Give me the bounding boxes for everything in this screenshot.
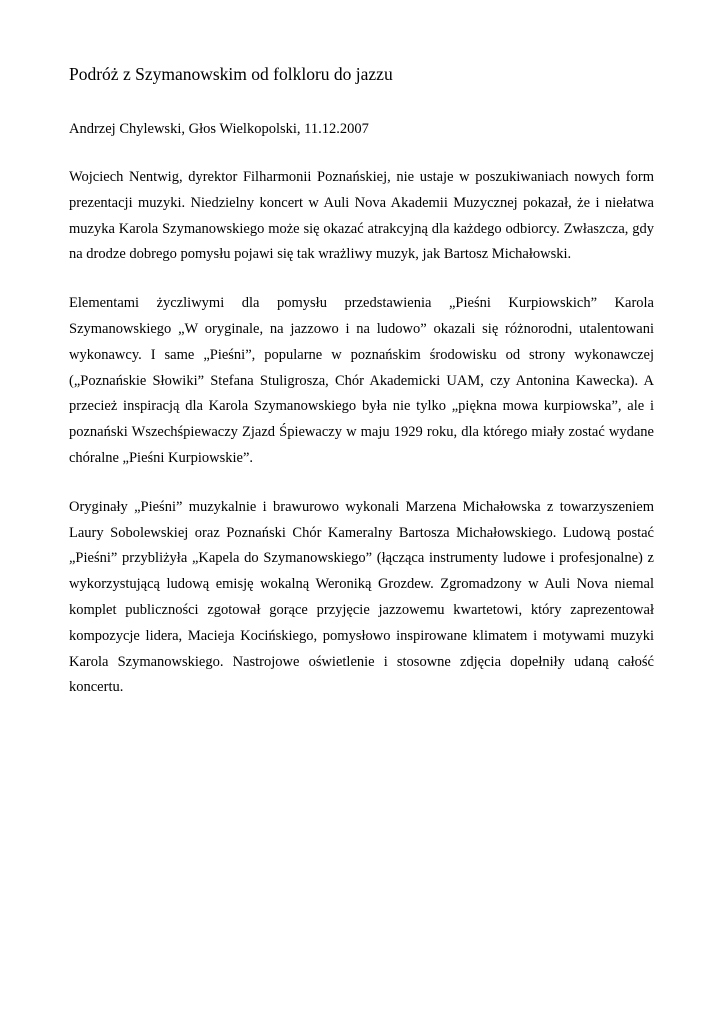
paragraph-3: Oryginały „Pieśni” muzykalnie i brawurowo wykonali Marzena Michałowska z towarzyszeniem Laury Sobolewskiej oraz Poznański Chór Kameralny Bartosza Michałowskiego. Ludową postać „Pieśni” przybliżyła „Kapela do Szymanowskiego” (łącząca instrumenty ludowe i profesjonalne) z wykorzystującą ludową emisję wokalną Weroniką Grozdew. Zgromadzony w Auli Nova niemal komplet publiczności zgotował gorące przyjęcie jazzowemu kwartetowi, który zaprezentował kompozycje lidera, Macieja Kocińskiego, pomysłowo inspirowane klimatem i motywami muzyki Karola Szymanowskiego. Nastrojowe oświetlenie i stosowne zdjęcia dopełniły udaną całość koncertu. (69, 498, 654, 696)
paragraph-1: Wojciech Nentwig, dyrektor Filharmonii Poznańskiej, nie ustaje w poszukiwaniach nowych form prezentacji muzyki. Niedzielny koncert w Auli Nova Akademii Muzycznej pokazał, że i niełatwa muzyka Karola Szymanowskiego może się okazać atrakcyjną dla każdego odbiorcy. Zwłaszcza, gdy na drodze dobrego pomysłu pojawi się tak wrażliwy muzyk, jak Bartosz Michałowski. (69, 169, 654, 263)
paragraph-2: Elementami życzliwymi dla pomysłu przedstawienia „Pieśni Kurpiowskich” Karola Szymanowskiego „W oryginale, na jazzowo i na ludowo” okazali się różnorodni, utalentowani wykonawcy. I same „Pieśni”, popularne w poznańskim środowisku od strony wykonawczej („Poznańskie Słowiki” Stefana Stuligrosza, Chór Akademicki UAM, czy Antonina Kawecka). A przecież inspiracją dla Karola Szymanowskiego była nie tylko „piękna mowa kurpiowska”, ale i poznański Wszechśpiewaczy Zjazd Śpiewaczy w maju 1929 roku, dla którego miały zostać wydane chóralne „Pieśni Kurpiowskie”. (69, 295, 654, 466)
document-title: Podróż z Szymanowskim od folkloru do jazzu (69, 64, 393, 84)
document-page (69, 62, 654, 724)
document-byline: Andrzej Chylewski, Głos Wielkopolski, 11.12.2007 (69, 121, 369, 137)
